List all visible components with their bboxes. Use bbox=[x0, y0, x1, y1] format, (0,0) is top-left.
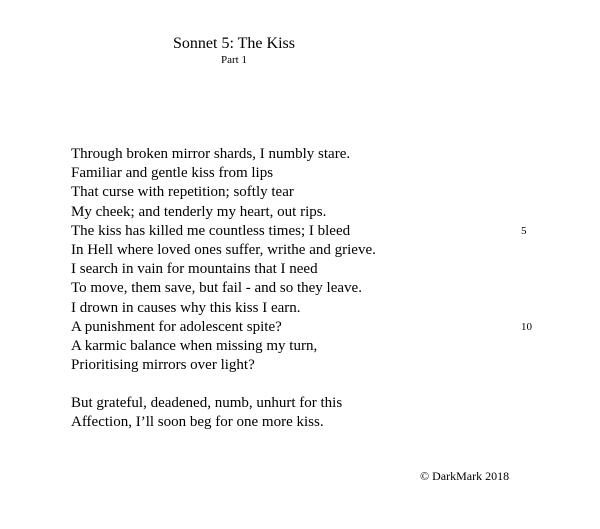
poem-line-text: I drown in causes why this kiss I earn. bbox=[71, 299, 301, 316]
poem-line bbox=[71, 356, 551, 375]
poem-line bbox=[71, 260, 551, 279]
poem-line-text: The kiss has killed me countless times; I bleed bbox=[71, 222, 351, 239]
poem-line bbox=[71, 318, 551, 337]
poem-body bbox=[71, 145, 551, 433]
copyright-notice: © DarkMark 2018 bbox=[420, 469, 510, 483]
poem-line-text: In Hell where loved ones suffer, writhe and grieve. bbox=[71, 241, 376, 258]
poem-line bbox=[71, 299, 551, 318]
poem-line bbox=[71, 222, 551, 241]
poem-line-text: I search in vain for mountains that I need bbox=[71, 261, 318, 278]
stanza bbox=[71, 145, 551, 375]
poem-line bbox=[71, 203, 551, 222]
poem-line bbox=[71, 413, 551, 432]
poem-line bbox=[71, 394, 551, 413]
poem-line-text: Prioritising mirrors over light? bbox=[71, 357, 255, 374]
poem-line bbox=[71, 279, 551, 298]
poem-line-text: Familiar and gentle kiss from lips bbox=[71, 165, 274, 182]
poem-line-text: Affection, I’ll soon beg for one more kiss. bbox=[71, 414, 324, 431]
poem-line-text: To move, them save, but fail - and so they leave. bbox=[71, 280, 362, 297]
poem-line bbox=[71, 145, 551, 164]
poem-subtitle: Part 1 bbox=[221, 54, 247, 66]
line-number: 10 bbox=[521, 320, 532, 333]
poem-line bbox=[71, 183, 551, 202]
poem-line-text: But grateful, deadened, numb, unhurt for this bbox=[71, 395, 343, 412]
poem-line bbox=[71, 241, 551, 260]
poem-line-text: Through broken mirror shards, I numbly stare. bbox=[71, 146, 351, 162]
poem-title: Sonnet 5: The Kiss bbox=[173, 35, 295, 52]
stanza bbox=[71, 394, 551, 432]
line-number: 5 bbox=[521, 224, 527, 237]
poem-line-text: A karmic balance when missing my turn, bbox=[71, 337, 318, 354]
poem-line-text: My cheek; and tenderly my heart, out rips. bbox=[71, 203, 327, 220]
poem-line bbox=[71, 337, 551, 356]
poem-line-text: A punishment for adolescent spite? bbox=[71, 318, 282, 335]
poem-line-text: That curse with repetition; softly tear bbox=[71, 184, 294, 201]
poem-line bbox=[71, 164, 551, 183]
